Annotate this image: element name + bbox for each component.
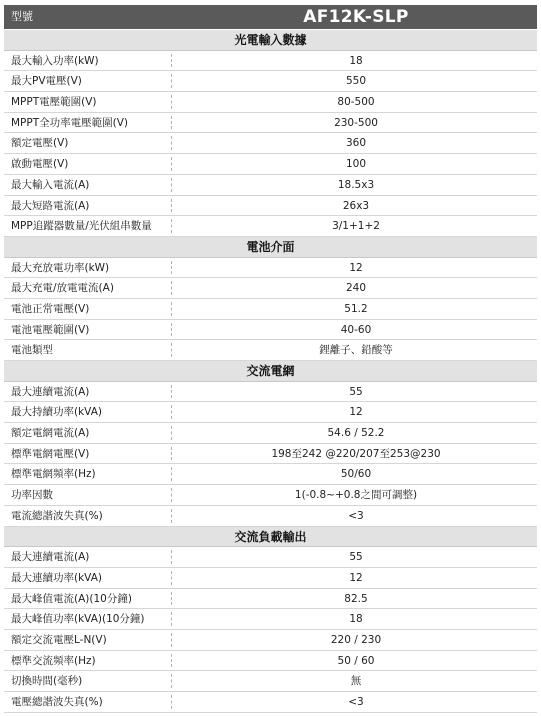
spec-row bbox=[4, 133, 537, 154]
spec-key: 額定電網電流(A) bbox=[11, 427, 90, 440]
spec-value: 12 bbox=[349, 406, 363, 419]
spec-value: 220 / 230 bbox=[330, 633, 382, 646]
spec-key: MPPT全功率電壓範圍(V) bbox=[11, 116, 129, 129]
column-divider bbox=[171, 54, 172, 68]
column-divider bbox=[171, 447, 172, 461]
column-divider bbox=[171, 550, 172, 564]
spec-key: 最大持續功率(kVA) bbox=[11, 406, 102, 419]
spec-row bbox=[4, 547, 537, 568]
spec-key: 額定交流電壓L-N(V) bbox=[11, 633, 107, 646]
spec-value: 無 bbox=[350, 675, 362, 688]
column-divider bbox=[171, 178, 172, 192]
spec-row bbox=[4, 444, 537, 465]
model-name: AF12K-SLP bbox=[303, 7, 409, 27]
spec-row bbox=[4, 692, 537, 713]
spec-row bbox=[4, 216, 537, 237]
spec-row bbox=[4, 278, 537, 299]
spec-value: 54.6 / 52.2 bbox=[327, 427, 385, 440]
spec-row bbox=[4, 423, 537, 444]
column-divider bbox=[171, 199, 172, 213]
spec-row bbox=[4, 671, 537, 692]
spec-value: 360 bbox=[345, 137, 367, 150]
spec-value: 82.5 bbox=[344, 592, 368, 605]
model-label: 型號 bbox=[11, 10, 33, 23]
spec-value: <3 bbox=[348, 696, 364, 708]
spec-row bbox=[4, 154, 537, 175]
spec-row bbox=[4, 113, 537, 134]
spec-key: 最大輸入電流(A) bbox=[11, 178, 90, 191]
spec-key: 切換時間(毫秒) bbox=[11, 675, 83, 688]
spec-value: 240 bbox=[345, 282, 367, 295]
spec-key: 啟動電壓(V) bbox=[11, 158, 69, 171]
spec-key: 最大輸入功率(kW) bbox=[11, 54, 99, 67]
spec-value: 3/1+1+2 bbox=[332, 220, 380, 233]
column-divider bbox=[171, 157, 172, 171]
spec-key: 最大充放電功率(kW) bbox=[11, 261, 110, 274]
model-header bbox=[4, 5, 537, 29]
spec-value: 26x3 bbox=[342, 199, 370, 212]
section-header: 光電輸入數據 bbox=[4, 30, 537, 51]
spec-key: 最大峰值電流(A)(10分鐘) bbox=[11, 592, 132, 605]
spec-row bbox=[4, 51, 537, 72]
column-divider bbox=[171, 281, 172, 295]
spec-row bbox=[4, 71, 537, 92]
spec-row bbox=[4, 258, 537, 279]
spec-value: 18 bbox=[349, 54, 363, 67]
column-divider bbox=[171, 323, 172, 337]
spec-value: 51.2 bbox=[344, 302, 368, 315]
spec-value: 80-500 bbox=[337, 96, 375, 109]
spec-key: 電池正常電壓(V) bbox=[11, 302, 90, 315]
spec-value: 12 bbox=[349, 571, 363, 584]
spec-value: 18.5x3 bbox=[337, 178, 375, 191]
spec-value: 550 bbox=[345, 75, 367, 88]
column-divider bbox=[171, 302, 172, 316]
spec-value: 18 bbox=[349, 613, 363, 626]
spec-key: 功率因數 bbox=[11, 489, 53, 502]
column-divider bbox=[171, 612, 172, 626]
column-divider bbox=[171, 695, 172, 709]
spec-key: MPP追蹤器數量/光伏組串數量 bbox=[11, 220, 152, 233]
spec-row bbox=[4, 402, 537, 423]
column-divider bbox=[171, 116, 172, 130]
spec-row bbox=[4, 382, 537, 403]
spec-key: 電流總諧波失真(%) bbox=[11, 509, 103, 522]
spec-value: 40-60 bbox=[340, 323, 372, 336]
spec-key: 電壓總諧波失真(%) bbox=[11, 696, 103, 708]
spec-row bbox=[4, 175, 537, 196]
spec-value: 1(-0.8~+0.8之間可調整) bbox=[294, 489, 418, 502]
column-divider bbox=[171, 488, 172, 502]
column-divider bbox=[171, 74, 172, 88]
spec-key: 標準電網電壓(V) bbox=[11, 447, 90, 460]
spec-key: 最大連續電流(A) bbox=[11, 551, 90, 564]
spec-row bbox=[4, 340, 537, 361]
spec-row bbox=[4, 609, 537, 630]
spec-value: 198至242 @220/207至253@230 bbox=[271, 447, 441, 460]
section-header: 電池介面 bbox=[4, 237, 537, 258]
spec-row bbox=[4, 196, 537, 217]
column-divider bbox=[171, 633, 172, 647]
spec-key: MPPT電壓範圍(V) bbox=[11, 96, 97, 109]
spec-value: 50/60 bbox=[340, 468, 372, 481]
spec-value: 100 bbox=[345, 158, 367, 171]
spec-key: 最大峰值功率(kVA)(10分鐘) bbox=[11, 613, 145, 626]
spec-row bbox=[4, 630, 537, 651]
column-divider bbox=[171, 385, 172, 399]
spec-value: 12 bbox=[349, 261, 363, 274]
column-divider bbox=[171, 654, 172, 668]
column-divider bbox=[171, 571, 172, 585]
spec-value: 230-500 bbox=[334, 116, 378, 129]
section-header: 交流負載輸出 bbox=[4, 527, 537, 548]
spec-key: 電池電壓範圍(V) bbox=[11, 323, 90, 336]
section-header: 交流電網 bbox=[4, 361, 537, 382]
spec-key: 最大充電/放電電流(A) bbox=[11, 282, 114, 295]
column-divider bbox=[171, 136, 172, 150]
column-divider bbox=[171, 426, 172, 440]
spec-row bbox=[4, 651, 537, 672]
spec-key: 電池類型 bbox=[11, 344, 53, 357]
spec-row bbox=[4, 568, 537, 589]
column-divider bbox=[171, 405, 172, 419]
spec-row bbox=[4, 506, 537, 527]
column-divider bbox=[171, 219, 172, 233]
spec-row bbox=[4, 92, 537, 113]
spec-value: 50 / 60 bbox=[337, 654, 375, 667]
spec-value: 鋰離子、鉛酸等 bbox=[319, 344, 393, 357]
column-divider bbox=[171, 674, 172, 688]
spec-key: 標準交流頻率(Hz) bbox=[11, 654, 96, 667]
spec-key: 最大PV電壓(V) bbox=[11, 75, 82, 88]
spec-value: 55 bbox=[349, 551, 363, 564]
spec-row bbox=[4, 320, 537, 341]
spec-value: <3 bbox=[348, 509, 364, 522]
column-divider bbox=[171, 261, 172, 275]
spec-key: 最大連續功率(kVA) bbox=[11, 571, 102, 584]
spec-row bbox=[4, 299, 537, 320]
spec-key: 最大短路電流(A) bbox=[11, 199, 90, 212]
column-divider bbox=[171, 467, 172, 481]
spec-key: 標準電網頻率(Hz) bbox=[11, 468, 96, 481]
spec-value: 55 bbox=[349, 385, 363, 398]
column-divider bbox=[171, 95, 172, 109]
spec-row bbox=[4, 589, 537, 610]
spec-table bbox=[0, 30, 537, 713]
spec-row bbox=[4, 464, 537, 485]
spec-row bbox=[4, 485, 537, 506]
spec-key: 最大連續電流(A) bbox=[11, 385, 90, 398]
spec-key: 額定電壓(V) bbox=[11, 137, 69, 150]
column-divider bbox=[171, 343, 172, 357]
column-divider bbox=[171, 592, 172, 606]
column-divider bbox=[171, 509, 172, 523]
